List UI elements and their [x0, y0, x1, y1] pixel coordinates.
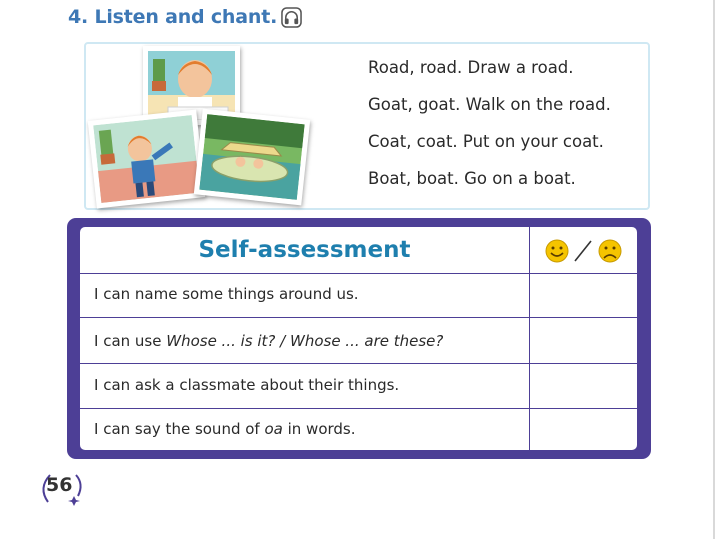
assessment-row-text: I can ask a classmate about their things.: [94, 376, 400, 394]
photo-boat: [194, 109, 310, 206]
page-number: 56: [46, 474, 73, 496]
assessment-row: [80, 363, 637, 408]
chant-lines: [368, 55, 611, 203]
assessment-row: [80, 273, 637, 317]
sad-face-icon: [599, 240, 621, 262]
section-title: [68, 6, 302, 28]
column-divider: [529, 227, 530, 450]
section-title-text: 4. Listen and chant.: [68, 6, 278, 28]
self-assessment-table: [80, 227, 637, 450]
assessment-row-text: I can name some things around us.: [94, 285, 359, 303]
slash-divider: [575, 241, 591, 261]
happy-face-icon: [546, 240, 568, 262]
assessment-row: [80, 408, 637, 450]
chant-line: Coat, coat. Put on your coat.: [368, 132, 604, 151]
photo-boy-walking: [88, 110, 206, 209]
rating-faces: [530, 227, 637, 273]
assessment-row-text: I can say the sound of oa in words.: [94, 420, 356, 438]
page-edge-rule: [713, 0, 715, 539]
rating-header-cell: [530, 227, 637, 273]
chant-line: Goat, goat. Walk on the road.: [368, 95, 611, 114]
headphones-icon: [281, 7, 302, 28]
self-assessment-title: Self-assessment: [198, 237, 411, 263]
chant-line: Road, road. Draw a road.: [368, 58, 574, 77]
chant-line: Boat, boat. Go on a boat.: [368, 169, 576, 188]
assessment-row-text: I can use Whose ... is it? / Whose ... are these?: [94, 332, 444, 350]
assessment-row: [80, 317, 637, 363]
